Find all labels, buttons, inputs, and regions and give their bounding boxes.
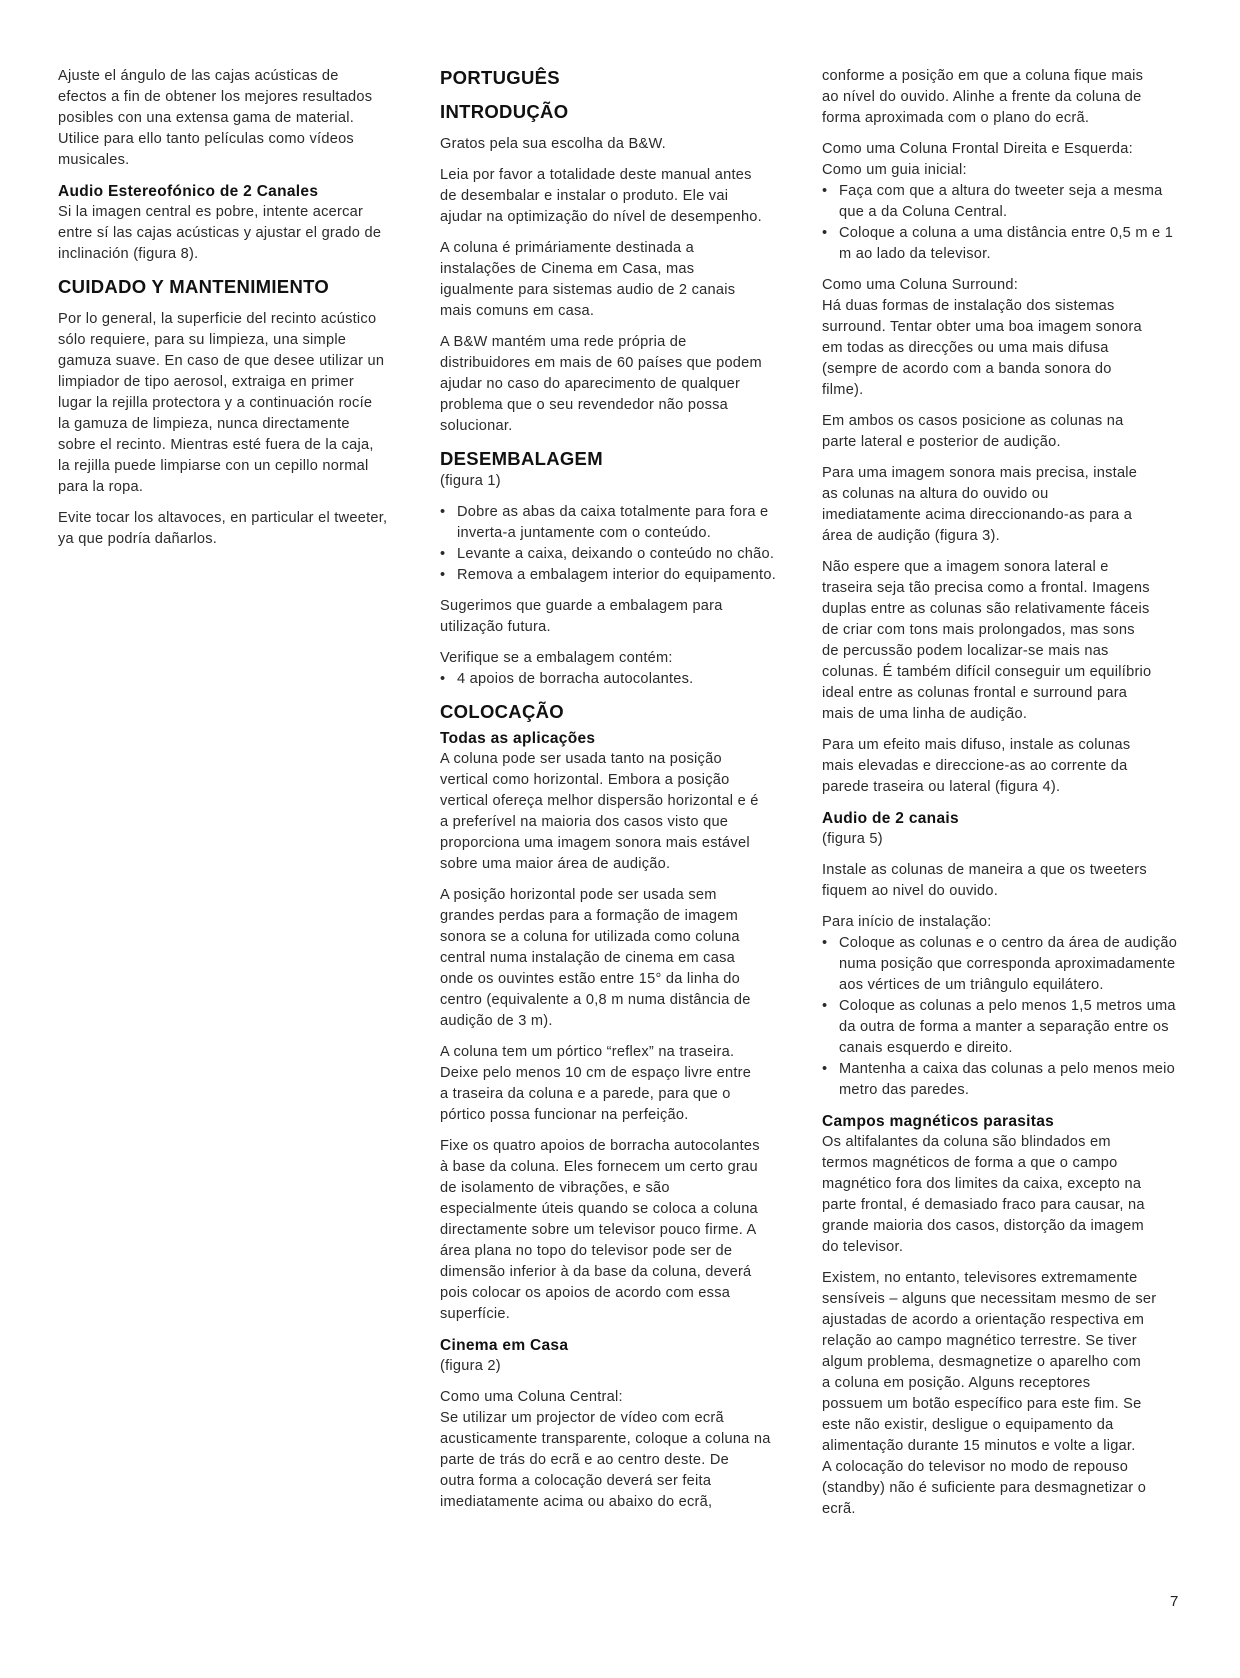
paragraph: Leia por favor a totalidade deste manual antes de desembalar e instalar o produto. Ele vai ajudar na optimização do nível de desempenho. bbox=[440, 167, 762, 225]
bullet-list-inicio bbox=[822, 933, 1184, 1101]
paragraph: A coluna tem um pórtico “reflex” na traseira. Deixe pelo menos 10 cm de espaço livre entre a traseira da coluna e a parede, para que o pórtico possa funcionar na perfeição. bbox=[440, 1044, 752, 1123]
section-heading-introducao: INTRODUÇÃO bbox=[440, 101, 569, 122]
paragraph: Gratos pela sua escolha da B&W. bbox=[440, 136, 666, 152]
list-item: • Faça com que a altura do tweeter seja a mesma que a da Coluna Central. bbox=[822, 181, 1184, 223]
list-item: • Coloque as colunas a pelo menos 1,5 metros uma da outra de forma a manter a separação entre os canais esquerdo e direito. bbox=[822, 996, 1184, 1059]
paragraph: A B&W mantém uma rede própria de distribuidores em mais de 60 países que podem ajudar no caso do aparecimento de qualquer problema que o seu revendedor não possa solucionar. bbox=[440, 334, 762, 434]
section-heading-colocacao: COLOCAÇÃO bbox=[440, 701, 564, 722]
paragraph: Sugerimos que guarde a embalagem para utilização futura. bbox=[440, 598, 723, 635]
paragraph: Como uma Coluna Central: Se utilizar um projector de vídeo com ecrã acusticamente transparente, coloque a coluna na parte de trás do ecrã e ao centro deste. De outra forma a colocação deverá ser feita imediatamente acima ou abaixo do ecrã, bbox=[440, 1389, 771, 1510]
language-heading: PORTUGUÊS bbox=[440, 67, 560, 88]
bullet-list-contents bbox=[440, 669, 802, 690]
paragraph: A coluna é primáriamente destinada a instalações de Cinema em Casa, mas igualmente para sistemas audio de 2 canais mais comuns em casa. bbox=[440, 240, 736, 319]
list-item: • Coloque a coluna a uma distância entre 0,5 m e 1 m ao lado da televisor. bbox=[822, 223, 1184, 265]
paragraph: Os altifalantes da coluna são blindados em termos magnéticos de forma a que o campo magnético fora dos limites da caixa, excepto na parte frontal, é demasiado fraco para causar, na grande maioria dos casos, distorção da imagem do televisor. bbox=[822, 1134, 1145, 1255]
section-heading-cuidado: CUIDADO Y MANTENIMIENTO bbox=[58, 276, 330, 297]
paragraph: Evite tocar los altavoces, en particular el tweeter, ya que podría dañarlos. bbox=[58, 510, 388, 547]
bullet-list-desembalagem bbox=[440, 502, 802, 586]
paragraph: Verifique se a embalagem contém: bbox=[440, 650, 673, 666]
list-item: • Levante a caixa, deixando o conteúdo no chão. bbox=[440, 544, 802, 565]
paragraph: Ajuste el ángulo de las cajas acústicas de efectos a fin de obtener los mejores resultados posibles con una extensa gama de material. Utilice para ello tanto películas como vídeos musicales. bbox=[58, 68, 373, 168]
paragraph: Para uma imagem sonora mais precisa, instale as colunas na altura do ouvido ou imediatamente acima direccionando-as para a área de audição (figura 3). bbox=[822, 465, 1138, 544]
subheading-campos-magneticos: Campos magnéticos parasitas bbox=[822, 1113, 1055, 1130]
paragraph: Em ambos os casos posicione as colunas na parte lateral e posterior de audição. bbox=[822, 413, 1124, 450]
paragraph: Como uma Coluna Surround: Há duas formas de instalação dos sistemas surround. Tentar obter uma boa imagem sonora em todas as direcções ou uma mais difusa (sempre de acordo com a banda sonora do filme). bbox=[822, 277, 1142, 398]
paragraph: Para início de instalação: bbox=[822, 914, 992, 930]
paragraph: Instale as colunas de maneira a que os tweeters fiquem ao nivel do ouvido. bbox=[822, 862, 1147, 899]
figure-reference: (figura 1) bbox=[440, 473, 501, 489]
paragraph: Como uma Coluna Frontal Direita e Esquerda: Como um guia inicial: bbox=[822, 141, 1133, 178]
section-heading-audio-estereofonico: Audio Estereofónico de 2 Canales bbox=[58, 183, 319, 200]
paragraph: Existem, no entanto, televisores extremamente sensíveis – alguns que necessitam mesmo de ser ajustadas de acordo a orientação respectiva em relação ao campo magnético terrestre. Se tiver algum problema, desmagnetize o aparelho com a coluna em posição. Alguns receptores possuem um botão específico para este fim. Se este não existir, desligue o equipamento da alimentação durante 15 minutos e volte a ligar. A colocação do televisor no modo de repouso (standby) não é suficiente para desmagnetizar o ecrã. bbox=[822, 1270, 1157, 1517]
paragraph: Por lo general, la superficie del recinto acústico sólo requiere, para su limpieza, una simple gamuza suave. En caso de que desee utilizar un limpiador de tipo aerosol, extraiga en primer lugar la rejilla protectora y a continuación rocíe la gamuza de limpieza, nunca directamente sobre el recinto. Mientras esté fuera de la caja, la rejilla puede limpiarse con un cepillo normal para la ropa. bbox=[58, 311, 385, 495]
list-item: • Mantenha a caixa das colunas a pelo menos meio metro das paredes. bbox=[822, 1059, 1184, 1101]
list-item: • Remova a embalagem interior do equipamento. bbox=[440, 565, 802, 586]
bullet-list-frontal bbox=[822, 181, 1184, 265]
column-spanish bbox=[58, 66, 420, 560]
page-number: 7 bbox=[1170, 1593, 1179, 1610]
column-portuguese-1 bbox=[440, 66, 802, 1523]
list-item: • Dobre as abas da caixa totalmente para fora e inverta-a juntamente com o conteúdo. bbox=[440, 502, 802, 544]
paragraph: conforme a posição em que a coluna fique mais ao nível do ouvido. Alinhe a frente da coluna de forma aproximada com o plano do ecrã. bbox=[822, 68, 1144, 126]
paragraph: A coluna pode ser usada tanto na posição vertical como horizontal. Embora a posição vertical ofereça melhor dispersão horizontal e é a preferível na maioria dos casos visto que proporciona uma imagem sonora mais estável sobre uma maior área de audição. bbox=[440, 751, 759, 872]
list-item: • 4 apoios de borracha autocolantes. bbox=[440, 669, 802, 690]
subheading-cinema-em-casa: Cinema em Casa bbox=[440, 1337, 569, 1354]
column-portuguese-2 bbox=[822, 66, 1184, 1530]
subheading-audio-2-canais: Audio de 2 canais bbox=[822, 810, 959, 827]
list-item: • Coloque as colunas e o centro da área de audição numa posição que corresponda aproximadamente aos vértices de um triângulo equilátero. bbox=[822, 933, 1184, 996]
paragraph: Fixe os quatro apoios de borracha autocolantes à base da coluna. Eles fornecem um certo grau de isolamento de vibrações, e são especialmente úteis quando se coloca a coluna directamente sobre um televisor pouco firme. A área plana no topo do televisor pode ser de dimensão inferior à da base da coluna, deverá pois colocar os apoios de acordo com essa superfície. bbox=[440, 1138, 760, 1322]
subheading-todas-aplicacoes: Todas as aplicações bbox=[440, 730, 596, 747]
figure-reference: (figura 5) bbox=[822, 831, 883, 847]
paragraph: Para um efeito mais difuso, instale as colunas mais elevadas e direccione-as ao corrente da parede traseira ou lateral (figura 4). bbox=[822, 737, 1131, 795]
paragraph: Si la imagen central es pobre, intente acercar entre sí las cajas acústicas y ajustar el grado de inclinación (figura 8). bbox=[58, 204, 382, 262]
paragraph: A posição horizontal pode ser usada sem grandes perdas para a formação de imagem sonora se a coluna for utilizada como coluna central numa instalação de cinema em casa onde os ouvintes estão entre 15° da linha do centro (equivalente a 0,8 m numa distância de audição de 3 m). bbox=[440, 887, 751, 1029]
paragraph: Não espere que a imagem sonora lateral e traseira seja tão precisa como a frontal. Imagens duplas entre as colunas são relativamente fáceis de criar com tons mais prolongados, mas sons de percussão podem localizar-se mais nas colunas. É também difícil conseguir um equilíbrio ideal entre as colunas frontal e surround para mais de uma linha de audição. bbox=[822, 559, 1152, 722]
figure-reference: (figura 2) bbox=[440, 1358, 501, 1374]
section-heading-desembalagem: DESEMBALAGEM bbox=[440, 448, 603, 469]
